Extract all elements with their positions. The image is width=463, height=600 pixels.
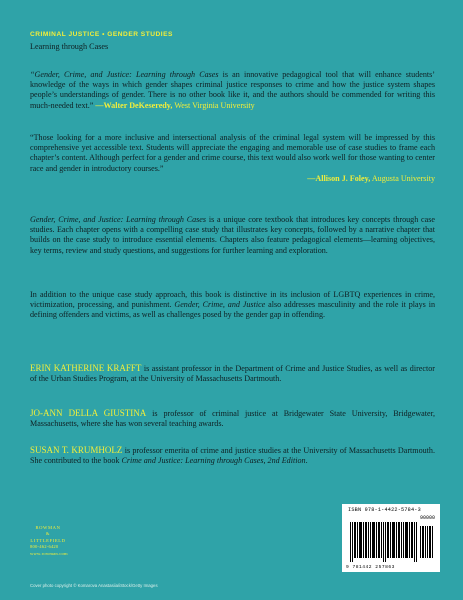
author-bio-end: . <box>305 456 308 466</box>
series-label: Learning through Cases <box>30 42 109 51</box>
publisher-logo <box>30 525 68 557</box>
author-bio-text: is assistant professor in the Department of Crime and Justice Studies, as well as director of the Urban Studies Program, at the University of Massachusetts Dartmouth. <box>30 364 435 384</box>
author-bio-text: is professor of criminal justice at Bridgewater State University, Bridgewater, Massachusetts, where she has won several teaching awards. <box>30 409 435 429</box>
case-rest: also addresses masculinity and the role it plays in defining offenders and victims, as well as challenges posed by the gender gap in offending. <box>30 300 435 320</box>
category-label: CRIMINAL JUSTICE • GENDER STUDIES <box>30 31 173 38</box>
price-code: 90000 <box>419 515 435 521</box>
description-body: is a unique core textbook that introduces key concepts through case studies. Each chapter opens with a compelling case study that illustrates key concepts, followed by a narrative chapter that builds on the case study to introduce essential elements. Chapters also feature pedagogical elements—learning objectives, key terms, review and study questions, and suggestions for further learning and exploration. <box>30 215 435 255</box>
quote-attribution: —Walter DeKeseredy, West Virginia University <box>95 100 255 110</box>
isbn-number: ISBN 978-1-4422-5784-3 <box>348 507 421 513</box>
description-book-title: Gender, Crime, and Justice: Learning through Cases <box>30 215 207 224</box>
endorsement-quote-1 <box>30 70 435 111</box>
endorsement-quote-2 <box>30 133 435 184</box>
author-bio-2 <box>30 408 435 429</box>
publisher-name-line1: ROWMAN <box>35 525 61 530</box>
author-bio-3 <box>30 445 435 466</box>
case-study-paragraph <box>30 290 435 321</box>
isbn-barcode <box>342 504 440 572</box>
cover-photo-credit: Cover photo copyright © Komarova Anastasiia/iStock/Getty Images <box>30 583 158 588</box>
publisher-phone: 800-462-6420 <box>30 544 59 550</box>
publisher-ampersand: & <box>45 531 51 537</box>
author-name: JO-ANN DELLA GIUSTINA <box>30 408 147 418</box>
author-name: SUSAN T. KRUMHOLZ <box>30 445 123 455</box>
publisher-name-line2: LITTLEFIELD <box>30 537 66 543</box>
case-intro: In addition to the unique case study approach, this book is distinctive in its inclusion of LGBTQ experiences in crime, victimization, processing, and punishment. <box>30 290 435 310</box>
author-name: ERIN KATHERINE KRAFFT <box>30 363 142 373</box>
author-bio-1 <box>30 363 435 384</box>
author-bio-text: is professor emerita of crime and justice studies at the University of Massachusetts Dartmouth. She contributed to the book <box>30 446 435 466</box>
publisher-website: www.rowman.com <box>30 550 68 556</box>
author-book-title: Crime and Justice: Learning through Cases, 2nd Edition <box>121 456 306 466</box>
case-book-title: Gender, Crime, and Justice <box>174 300 266 310</box>
quote-body: is an innovative pedagogical tool that will enhance students’ knowledge of the ways in which gender shapes criminal justice responses to crime and how the justice system shapes people’s understandings of gender. There is no other book like it, and the authors should be commended for writing this much-needed text.” <box>30 70 435 110</box>
quote-body: “Those looking for a more inclusive and intersectional analysis of the criminal legal system will be impressed by this comprehensive yet accessible text. Students will appreciate the engaging and memorable use of case studies to frame each chapter’s content. Although perfect for a gender and crime course, this text would also work well for those wanting to center race and gender in introductory courses.” <box>30 133 435 173</box>
quote-book-title: “Gender, Crime, and Justice: Learning through Cases <box>30 70 219 79</box>
barcode-digits: 9 781442 257863 <box>346 565 395 570</box>
quote-attribution: —Allison J. Foley, Augusta University <box>307 173 435 183</box>
book-description <box>30 215 435 256</box>
barcode-bars-icon <box>342 504 440 572</box>
